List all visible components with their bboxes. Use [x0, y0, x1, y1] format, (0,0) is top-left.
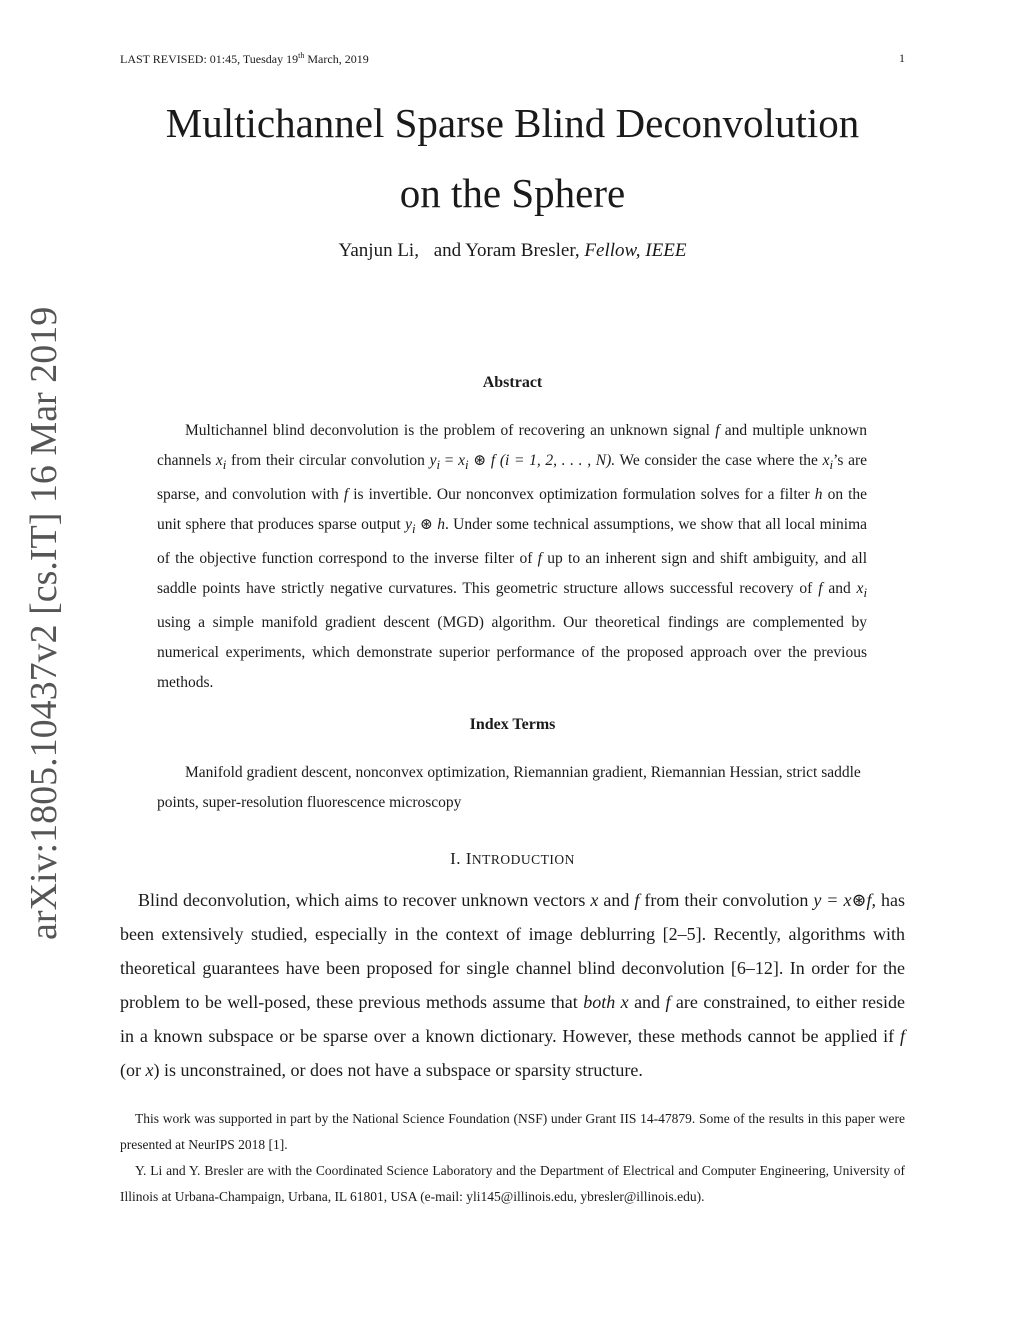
title-line-1: Multichannel Sparse Blind Deconvolution [165, 100, 860, 146]
page-number: 1 [899, 51, 905, 65]
footnotes [120, 1106, 905, 1210]
index-terms-body: Manifold gradient descent, nonconvex optimization, Riemannian gradient, Riemannian Hessian, strict saddle points, super-resolution fluorescence microscopy [157, 764, 861, 811]
author-1: Yanjun Li, [338, 240, 419, 261]
author-list [120, 240, 905, 262]
title-line-2: on the Sphere [399, 170, 626, 216]
introduction-body: Blind deconvolution, which aims to recover unknown vectors x and f from their convolution y = x⊛f, has been extensively studied, especially in the context of image deblurring [2–5]. Recently, algorithms with theoretical guarantees have been proposed for single channel blind deconvolution [6–12]. In order for the problem to be well-posed, these previous methods assume that both x and f are constrained, to either reside in a known subspace or be sparse over a known dictionary. However, these methods cannot be applied if f (or x) is unconstrained, or does not have a subspace or sparsity structure. [120, 890, 906, 1080]
running-head: LAST REVISED: 01:45, Tuesday 19th March, 2019 [120, 51, 369, 66]
index-terms-heading: Index Terms [469, 716, 556, 733]
author-2-title: Fellow, IEEE [584, 240, 687, 261]
author-2: and Yoram Bresler, [433, 240, 580, 261]
paper-title [120, 88, 905, 228]
abstract-heading: Abstract [482, 374, 543, 391]
running-header [120, 51, 905, 67]
introduction-heading: I. INTRODUCTION [450, 849, 575, 868]
footnote-funding: This work was supported in part by the National Science Foundation (NSF) under Grant IIS 14-47879. Some of the results in this paper were presented at NeurIPS 2018 [1]. [120, 1111, 905, 1152]
abstract-body: Multichannel blind deconvolution is the problem of recovering an unknown signal f and multiple unknown channels $x_i$ from their circular convolution $y_i = x_i$ ⊛ f (i = 1, 2, . . . , N). We consider the case where the $x_i’s$ are sparse, and convolution with f is invertible. Our nonconvex optimization formulation solves for a filter h on the unit sphere that produces sparse output $y_i$ ⊛ h. Under some technical assumptions, we show that all local minima of the objective function correspond to the inverse filter of f up to an inherent sign and shift ambiguity, and all saddle points have strictly negative curvatures. This geometric structure allows successful recovery of f and $x_i$ using a simple manifold gradient descent (MGD) algorithm. Our theoretical findings are complemented by numerical experiments, which demonstrate superior performance of the proposed approach over the previous methods. [157, 422, 868, 692]
footnote-affiliation: Y. Li and Y. Bresler are with the Coordinated Science Laboratory and the Department of Electrical and Computer Engineering, University of Illinois at Urbana-Champaign, Urbana, IL 61801, USA (e-mail: yli145@illinois.edu, ybresler@illinois.edu). [120, 1163, 905, 1204]
arxiv-stamp: arXiv:1805.10437v2 [cs.IT] 16 Mar 2019 [23, 306, 65, 940]
